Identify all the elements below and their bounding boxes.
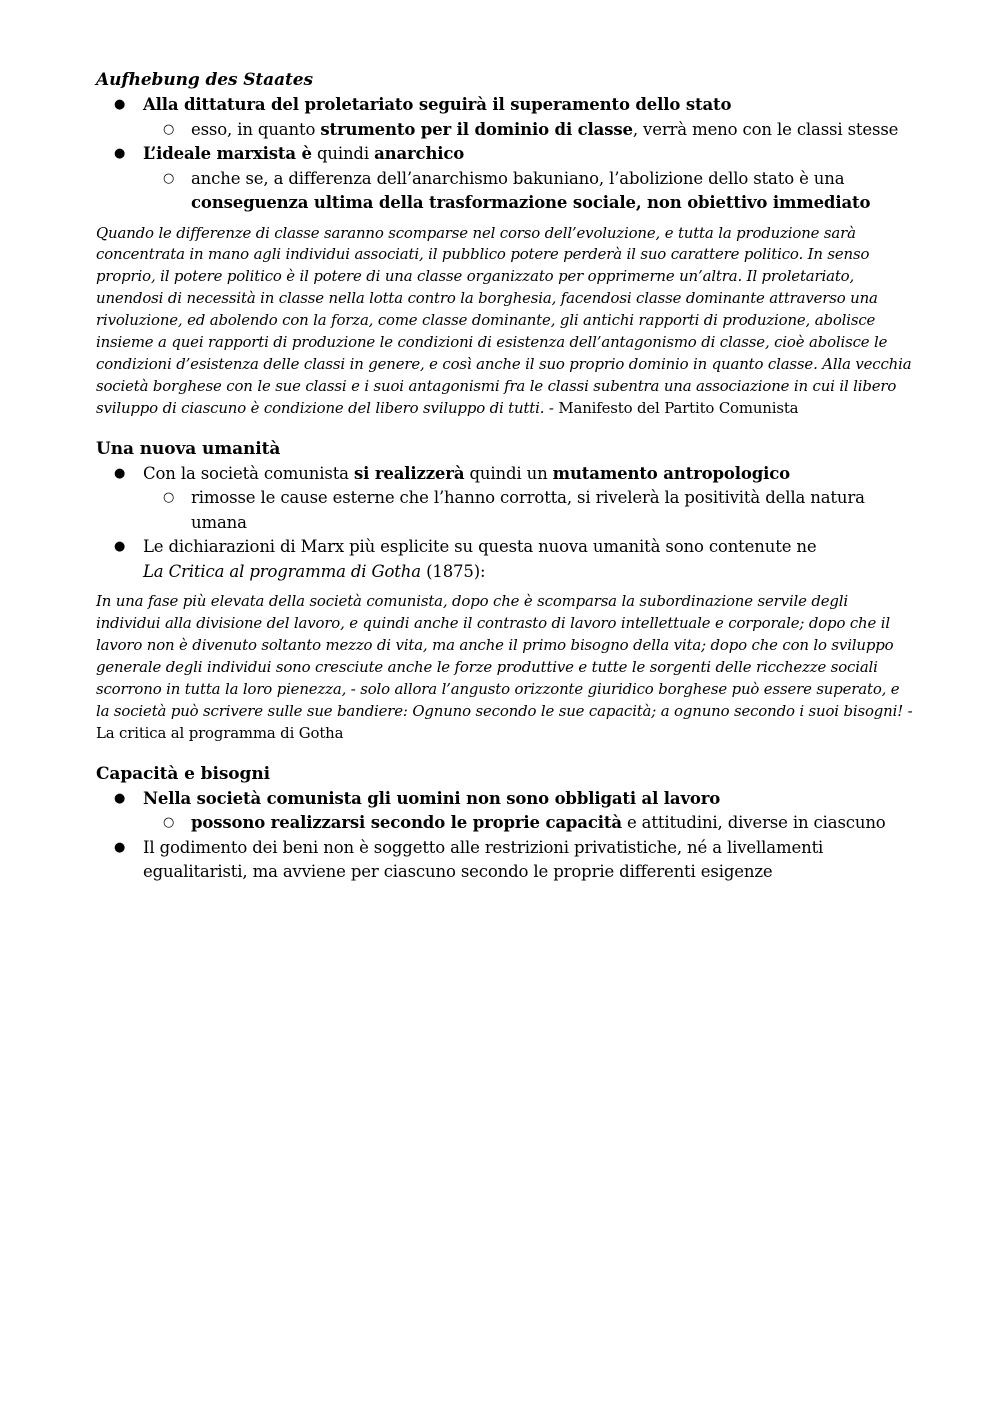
list-item [96, 462, 916, 536]
bullet-icon: ● [114, 97, 126, 112]
bullet-icon: ● [114, 539, 126, 555]
bullet-text: , verrà meno con le classi stesse [632, 119, 899, 139]
section-title-nuova-umanita: Una nuova umanità [96, 438, 281, 459]
bullet-text: Con la società comunista [143, 463, 354, 483]
quote-source: - Manifesto del Partito Comunista [544, 398, 799, 417]
hollow-bullet-icon: ○ [163, 490, 175, 506]
sub-bullet-list [143, 118, 916, 143]
bullet-icon: ● [114, 465, 126, 481]
quote-text: Quando le differenze di classe saranno scomparse nel corso dell’evoluzione, e tutta la produzione sarà concentrata in mano agli individui associati, il pubblico potere perderà il suo carattere politico. In senso proprio, il potere politico è il potere di una classe organizzato per opprimerne un’altra. Il proletariato, unendosi di necessità in classe nella lotta contro la borghesia, facendosi classe dominante attraverso una rivoluzione, ed abolendo con la forza, come classe dominante, gli antichi rapporti di produzione, abolisce insieme a quei rapporti di produzione le condizioni di esistenza dell’antagonismo di classe, cioè abolisce le condizioni d’esistenza delle classi in genere, e così anche il suo proprio dominio in quanto classe. Alla vecchia società borghese con le sue classi e i suoi antagonismi fra le classi subentra una associazione in cui il libero sviluppo di ciascuno è condizione del libero sviluppo di tutti. [96, 223, 912, 417]
quote-gotha [96, 591, 916, 744]
bullet-text: quindi [311, 144, 375, 163]
list-item [143, 486, 916, 535]
bullet-text: anche se, a differenza dell’anarchismo bakuniano, l’abolizione dello stato è una [191, 168, 845, 188]
bullet-icon: ● [114, 790, 126, 806]
bullet-icon: ● [114, 146, 126, 161]
sub-bullet-list [143, 167, 916, 216]
bullet-text-bold: Alla dittatura del proletariato seguirà il superamento dello stato [143, 95, 732, 114]
bullet-text-bold: si realizzerà [353, 463, 465, 483]
quote-manifesto [96, 223, 916, 420]
bullet-list [96, 93, 916, 216]
bullet-text: Le dichiarazioni di Marx più esplicite su questa nuova umanità sono contenute ne [143, 537, 817, 557]
bullet-text-bold: possono realizzarsi secondo le proprie capacità [191, 813, 622, 832]
document-content [96, 68, 916, 885]
bullet-text-bold: conseguenza ultima della trasformazione sociale, non obiettivo immediato [191, 193, 871, 212]
list-item [143, 118, 916, 143]
hollow-bullet-icon: ○ [163, 170, 175, 186]
quote-text: In una fase più elevata della società comunista, dopo che è scomparsa la subordinazione servile degli individui alla divisione del lavoro, e quindi anche il contrasto di lavoro intellettuale e corporale; dopo che il lavoro non è divenuto soltanto mezzo di vita, ma anche il primo bisogno della vita; dopo che con lo sviluppo generale degli individui sono cresciute anche le forze produttive e tutte le sorgenti delle ricchezze sociali scorrono in tutta la loro pienezza, - solo allora l’angusto orizzonte giuridico borghese può essere superato, e la società può scrivere sulle sue bandiere: Ognuno secondo le sue capacità; a ognuno secondo i suoi bisogni! [96, 592, 904, 720]
bullet-text: esso, in quanto [191, 119, 321, 139]
section-title-aufhebung: Aufhebung des Staates [96, 70, 313, 90]
bullet-text-bold: Nella società comunista gli uomini non sono obbligati al lavoro [143, 788, 721, 808]
bullet-text: rimosse le cause esterne che l’hanno corrotta, si rivelerà la positività della natura umana [191, 488, 865, 532]
list-item [143, 811, 916, 836]
bullet-text: quindi un [464, 463, 553, 483]
bullet-text: (1875): [420, 561, 486, 581]
list-item [96, 836, 916, 885]
list-item [96, 142, 916, 216]
section-title-capacita-bisogni: Capacità e bisogni [96, 763, 270, 784]
bullet-list [96, 462, 916, 585]
bullet-text-bold: anarchico [374, 144, 465, 163]
list-item [143, 167, 916, 216]
bullet-text-bold: strumento per il dominio di classe [320, 119, 633, 139]
bullet-text-bold: L’ideale marxista è [143, 144, 312, 163]
book-title: La Critica al programma di Gotha [143, 561, 421, 581]
list-item [96, 787, 916, 836]
hollow-bullet-icon: ○ [163, 815, 175, 830]
quote-source: - La critica al programma di Gotha [96, 701, 913, 742]
hollow-bullet-icon: ○ [163, 121, 175, 137]
sub-bullet-list [143, 811, 916, 836]
bullet-text: e attitudini, diverse in ciascuno [621, 813, 886, 832]
bullet-icon: ● [114, 839, 126, 855]
list-item [96, 535, 916, 584]
bullet-text: Il godimento dei beni non è soggetto alle restrizioni privatistiche, né a livellamenti egualitaristi, ma avviene per ciascuno secondo le proprie differenti esigenze [143, 837, 824, 881]
sub-bullet-list [143, 486, 916, 535]
bullet-text-bold: mutamento antropologico [552, 463, 790, 483]
bullet-list [96, 787, 916, 885]
list-item [96, 93, 916, 142]
